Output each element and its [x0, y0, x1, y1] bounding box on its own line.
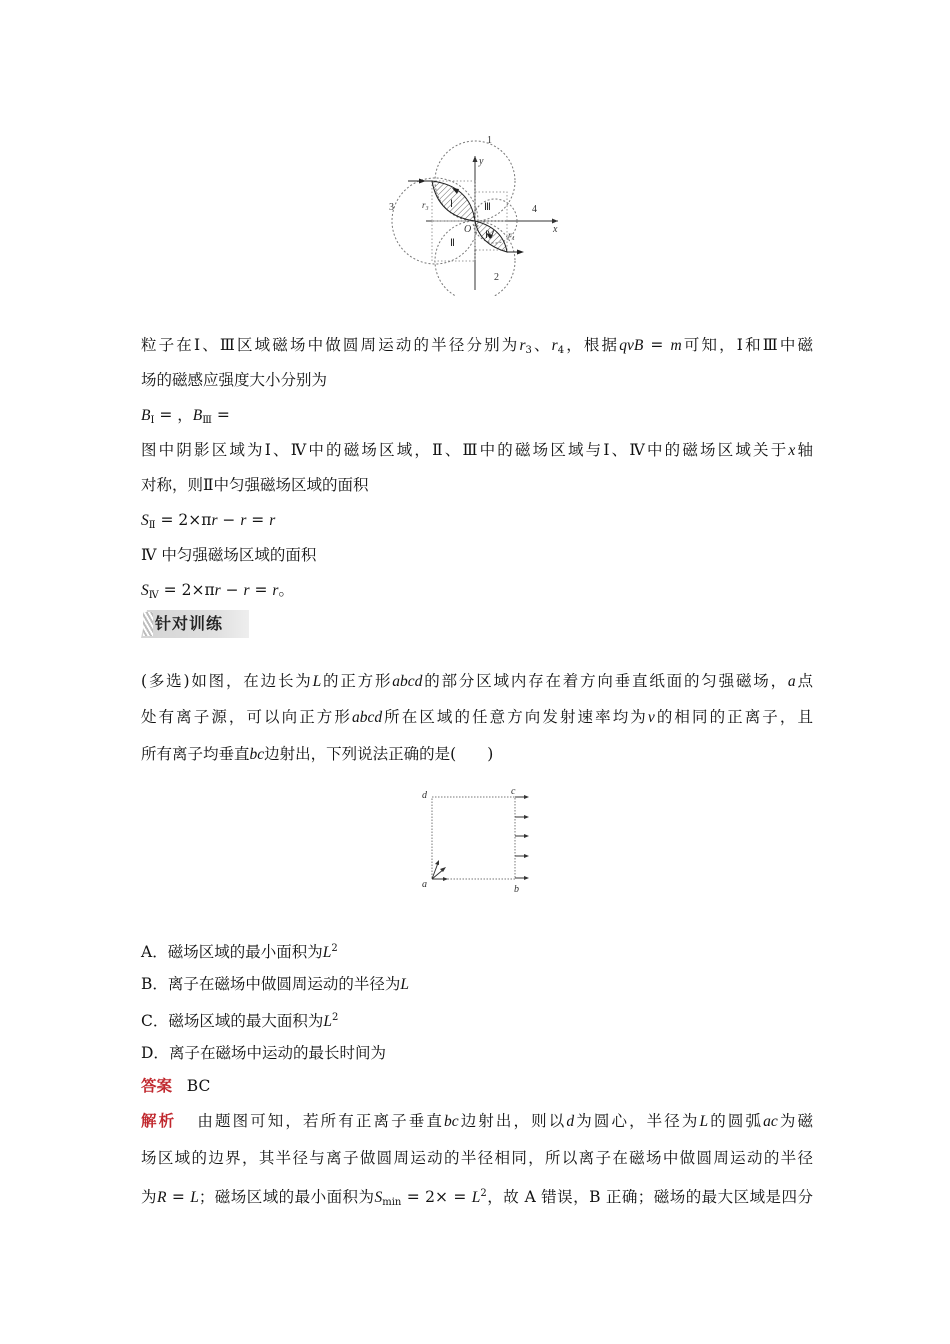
sub-iv: Ⅳ — [148, 590, 159, 601]
label-region-4: Ⅳ — [485, 230, 495, 241]
q-var-a: a — [787, 673, 796, 690]
analysis-line-2: 场区域的边界，其半径与离子做圆周运动的半径相同，所以离子在磁场中做圆周运动的半径 — [141, 1149, 813, 1167]
outgoing-arrow — [517, 250, 524, 255]
source-arrow-head-1 — [443, 877, 448, 881]
q-text-2c: 的相同的正离子，且 — [654, 708, 813, 726]
answer-value: BC — [186, 1077, 211, 1095]
para-1-line-2: 场的磁感应强度大小分别为 — [141, 371, 328, 389]
source-arrow-head-3 — [435, 860, 439, 865]
exit-arrow-head-3 — [524, 834, 529, 838]
para-2-text-2: 轴 — [795, 441, 813, 459]
para-2-line-1 — [141, 439, 813, 462]
exit-arrow-head-5 — [524, 876, 529, 880]
var-r3: r — [519, 337, 526, 354]
formula-qvb: qvB — [619, 337, 644, 354]
q-var-abcd-2: abcd — [351, 709, 383, 726]
analysis-text-1a: 由题图可知，若所有正离子垂直 — [197, 1112, 444, 1130]
option-a[interactable] — [141, 938, 813, 964]
analysis-text-3c: = 2× = — [401, 1188, 472, 1206]
analysis-sub-min: min — [382, 1197, 402, 1208]
s2-eq2: = — [246, 511, 270, 529]
option-b-var-l: L — [400, 976, 410, 993]
option-b-text: 离子在磁场中做圆周运动的半径为 — [167, 975, 401, 993]
b-end: = — [211, 406, 230, 424]
para-2-text: 图中阴影区域为Ⅰ、Ⅳ中的磁场区域，Ⅱ、Ⅲ中的磁场区域与Ⅰ、Ⅳ中的磁场区域关于 — [141, 441, 789, 459]
s2-r2: r — [240, 512, 247, 529]
analysis-var-s: S — [374, 1189, 383, 1206]
exit-arrow-head-4 — [524, 854, 529, 858]
q-var-abcd: abcd — [392, 673, 423, 690]
sub-i: Ⅰ — [150, 415, 155, 426]
para-1-text: 粒子在Ⅰ、Ⅲ区域磁场中做圆周运动的半径分别为 — [141, 336, 520, 354]
analysis-var-l3: L — [471, 1189, 481, 1206]
label-r4: r₄ — [508, 230, 515, 240]
option-a-letter: A． — [141, 943, 168, 961]
banner-stripe-icon — [143, 612, 153, 636]
analysis-text-3d: ，故 A 错误，B 正确；磁场的最大区域是四分 — [486, 1188, 813, 1206]
sub-iii: Ⅲ — [202, 415, 212, 426]
option-c-letter: C． — [141, 1012, 169, 1030]
option-b[interactable] — [141, 973, 813, 996]
q-var-bc: bc — [249, 746, 265, 763]
option-c-sup: 2 — [332, 1012, 339, 1023]
q-text-2a: 处有离子源，可以向正方形 — [141, 708, 352, 726]
sub-ii: Ⅱ — [148, 520, 156, 531]
label-region-1: Ⅰ — [450, 199, 453, 210]
label-circle-1: 1 — [487, 135, 492, 146]
q-text-3a: 所有离子均垂直 — [141, 745, 250, 763]
q-text-3b: 边射出，下列说法正确的是( ) — [264, 745, 494, 763]
b-formula-line — [141, 404, 813, 432]
analysis-line-1 — [141, 1110, 813, 1133]
square-abcd-diagram — [418, 784, 534, 898]
analysis-eq: = — [166, 1188, 191, 1206]
analysis-line-3 — [141, 1183, 813, 1214]
analysis-text-1d: 的圆弧 — [708, 1112, 764, 1130]
para-1-text-3: 可知，Ⅰ和Ⅲ中磁 — [681, 336, 813, 354]
para-1-text-2: ，根据 — [564, 336, 620, 354]
option-a-sup: 2 — [331, 943, 338, 954]
q-var-v: v — [647, 709, 655, 726]
analysis-var-l2: L — [190, 1189, 199, 1206]
s2-formula-line — [141, 509, 813, 537]
s4-end: 。 — [278, 581, 294, 599]
analysis-sup: 2 — [480, 1188, 487, 1199]
var-m: m — [670, 337, 682, 354]
x-axis-arrow — [552, 219, 558, 224]
label-a: a — [422, 879, 427, 890]
question-line-3 — [141, 743, 813, 766]
label-x-axis: x — [553, 224, 558, 235]
q-text-1c: 的部分区域内存在着方向垂直纸面的匀强磁场， — [422, 672, 788, 690]
option-c-text: 磁场区域的最大面积为 — [168, 1012, 324, 1030]
option-a-var-l: L — [322, 944, 332, 961]
var-s2: S — [141, 512, 149, 529]
para-2-line-2: 对称，则Ⅱ中匀强磁场区域的面积 — [141, 476, 369, 494]
sub-4: 4 — [557, 345, 565, 356]
var-s4: S — [141, 582, 149, 599]
analysis-var-ac: ac — [763, 1113, 778, 1130]
option-b-letter: B． — [141, 975, 168, 993]
s4-eq2: = — [249, 581, 273, 599]
option-c[interactable] — [141, 1007, 813, 1033]
label-circle-3: 3 — [389, 202, 394, 213]
s4-formula-line — [141, 579, 813, 607]
label-d: d — [422, 790, 427, 801]
s4-r2: r — [243, 582, 250, 599]
option-d-letter: D． — [141, 1044, 169, 1062]
exit-arrow-head-1 — [524, 795, 529, 799]
analysis-var-d: d — [566, 1113, 575, 1130]
var-b3: B — [192, 407, 203, 424]
s2-eq: = 2×π — [155, 511, 212, 529]
square-outline — [432, 797, 515, 879]
s4-eq: = 2×π — [158, 581, 215, 599]
section-banner — [141, 610, 249, 638]
circles-field-diagram — [386, 128, 566, 296]
option-c-var-l: L — [323, 1013, 333, 1030]
answer-label: 答案 — [141, 1076, 173, 1095]
analysis-var-r: R — [156, 1189, 167, 1206]
label-region-2: Ⅱ — [450, 238, 455, 249]
label-b: b — [514, 884, 519, 895]
q-text-1d: 点 — [795, 672, 813, 690]
separator: 、 — [531, 336, 552, 354]
analysis-text-1b: 边射出，则以 — [458, 1112, 567, 1130]
source-arrows — [432, 860, 448, 881]
analysis-text-1e: 为磁 — [777, 1112, 813, 1130]
s4-minus: − — [220, 581, 244, 599]
y-axis-arrow — [473, 156, 478, 162]
equals: = — [643, 336, 671, 354]
answer-line — [141, 1075, 813, 1097]
b-mid: = ， — [154, 406, 193, 424]
analysis-label: 解析 — [141, 1111, 177, 1130]
option-d-text: 离子在磁场中运动的最长时间为 — [168, 1044, 386, 1062]
label-circle-2: 2 — [494, 272, 499, 283]
q-var-l: L — [312, 673, 322, 690]
label-origin: O — [464, 224, 472, 235]
s2-r3: r — [269, 512, 276, 529]
s2-r1: r — [211, 512, 218, 529]
analysis-var-l: L — [699, 1113, 709, 1130]
label-circle-4: 4 — [532, 204, 537, 215]
exit-arrows — [515, 795, 529, 880]
q-text-2b: 所在区域的任意方向发射速率均为 — [382, 708, 648, 726]
question-line-2 — [141, 706, 813, 729]
guide-box-3 — [475, 192, 507, 221]
analysis-text-1c: 为圆心，半径为 — [574, 1112, 700, 1130]
label-r3: r₃ — [422, 200, 429, 210]
analysis-var-bc: bc — [443, 1113, 459, 1130]
var-r4: r — [551, 337, 558, 354]
question-line-1 — [141, 670, 813, 693]
s4-r1: r — [214, 582, 221, 599]
q-text-1a: (多选)如图，在边长为 — [141, 672, 313, 690]
option-a-text: 磁场区域的最小面积为 — [167, 943, 323, 961]
option-d[interactable] — [141, 1042, 813, 1064]
s2-minus: − — [217, 511, 241, 529]
analysis-text-3b: ；磁场区域的最小面积为 — [198, 1188, 375, 1206]
q-text-1b: 的正方形 — [321, 672, 393, 690]
iv-area-line: Ⅳ 中匀强磁场区域的面积 — [141, 546, 317, 564]
var-b1: B — [141, 407, 151, 424]
exit-arrow-head-2 — [524, 815, 529, 819]
para-1-line-1 — [141, 334, 813, 362]
s4-r3: r — [272, 582, 279, 599]
banner-title: 针对训练 — [155, 614, 224, 633]
label-region-3: Ⅲ — [484, 202, 491, 213]
analysis-text-3a: 为 — [141, 1188, 157, 1206]
label-c: c — [511, 786, 516, 797]
label-y-axis: y — [479, 156, 484, 167]
var-x: x — [788, 442, 796, 459]
sub-3: 3 — [525, 345, 532, 356]
